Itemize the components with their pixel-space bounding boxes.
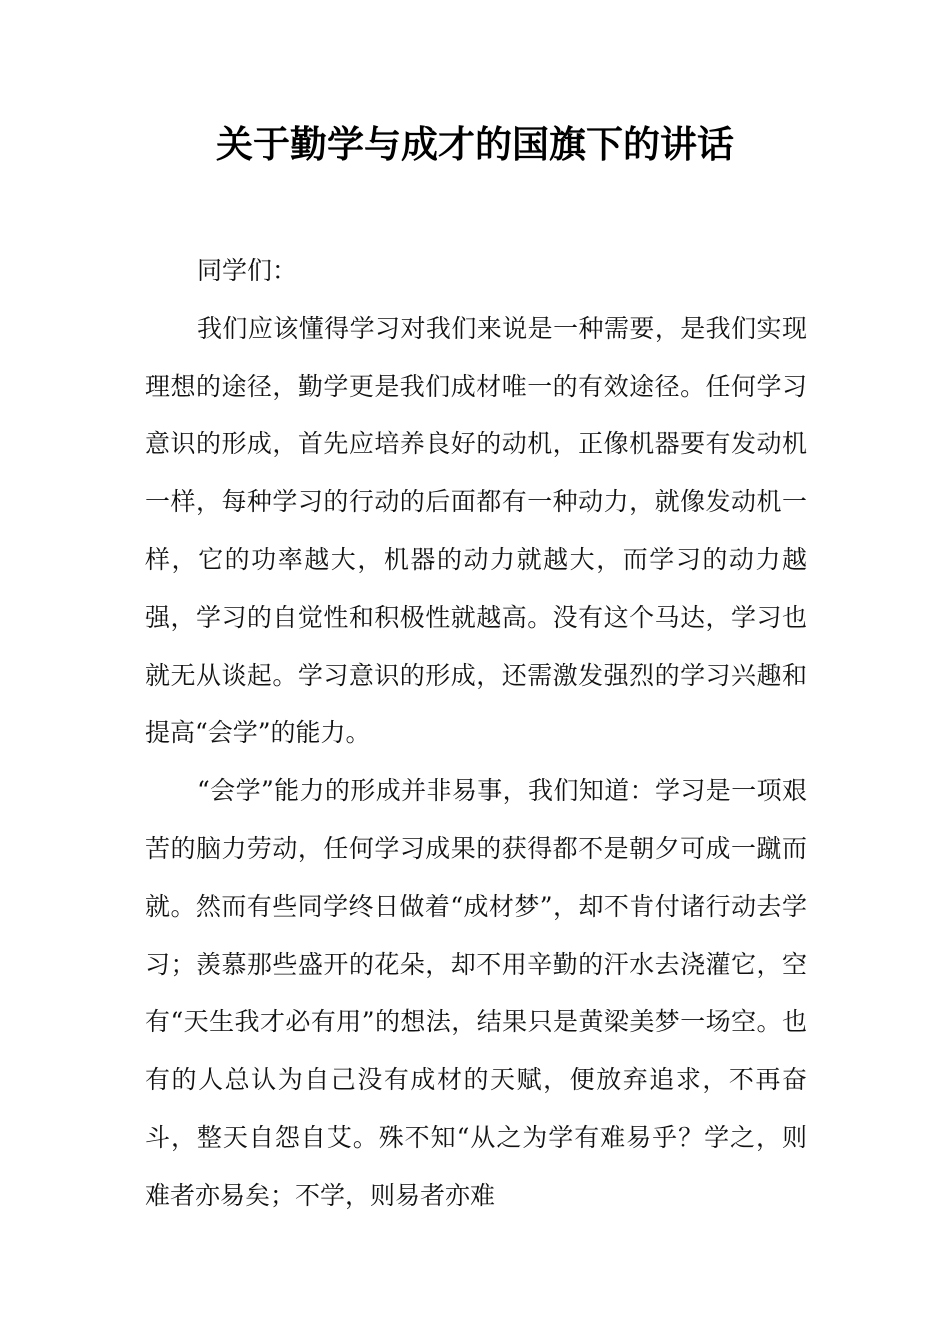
- document-body: [145, 242, 807, 1225]
- document-title: 关于勤学与成才的国旗下的讲话: [216, 122, 734, 166]
- paragraph-2: “会学”能力的形成并非易事，我们知道：学习是一项艰苦的脑力劳动，任何学习成果的获得都不是朝夕可成一蹴而就。然而有些同学终日做着“成材梦”，却不肯付诸行动去学习；羡慕那些盛开的花朵，却不用辛勤的汗水去浇灌它，空有“天生我才必有用”的想法，结果只是黄梁美梦一场空。也有的人总认为自己没有成材的天赋，便放弃追求，不再奋斗，整天自怨自艾。殊不知“从之为学有难易乎？学之，则难者亦易矣；不学，则易者亦难: [145, 776, 807, 1210]
- paragraph-1: 我们应该懂得学习对我们来说是一种需要，是我们实现理想的途径，勤学更是我们成材唯一的有效途径。任何学习意识的形成，首先应培养良好的动机，正像机器要有发动机一样，每种学习的行动的后面都有一种动力，就像发动机一样，它的功率越大，机器的动力就越大，而学习的动力越强，学习的自觉性和积极性就越高。没有这个马达，学习也就无从谈起。学习意识的形成，还需激发强烈的学习兴趣和提高“会学”的能力。: [145, 313, 807, 748]
- salutation: 同学们：: [197, 256, 298, 285]
